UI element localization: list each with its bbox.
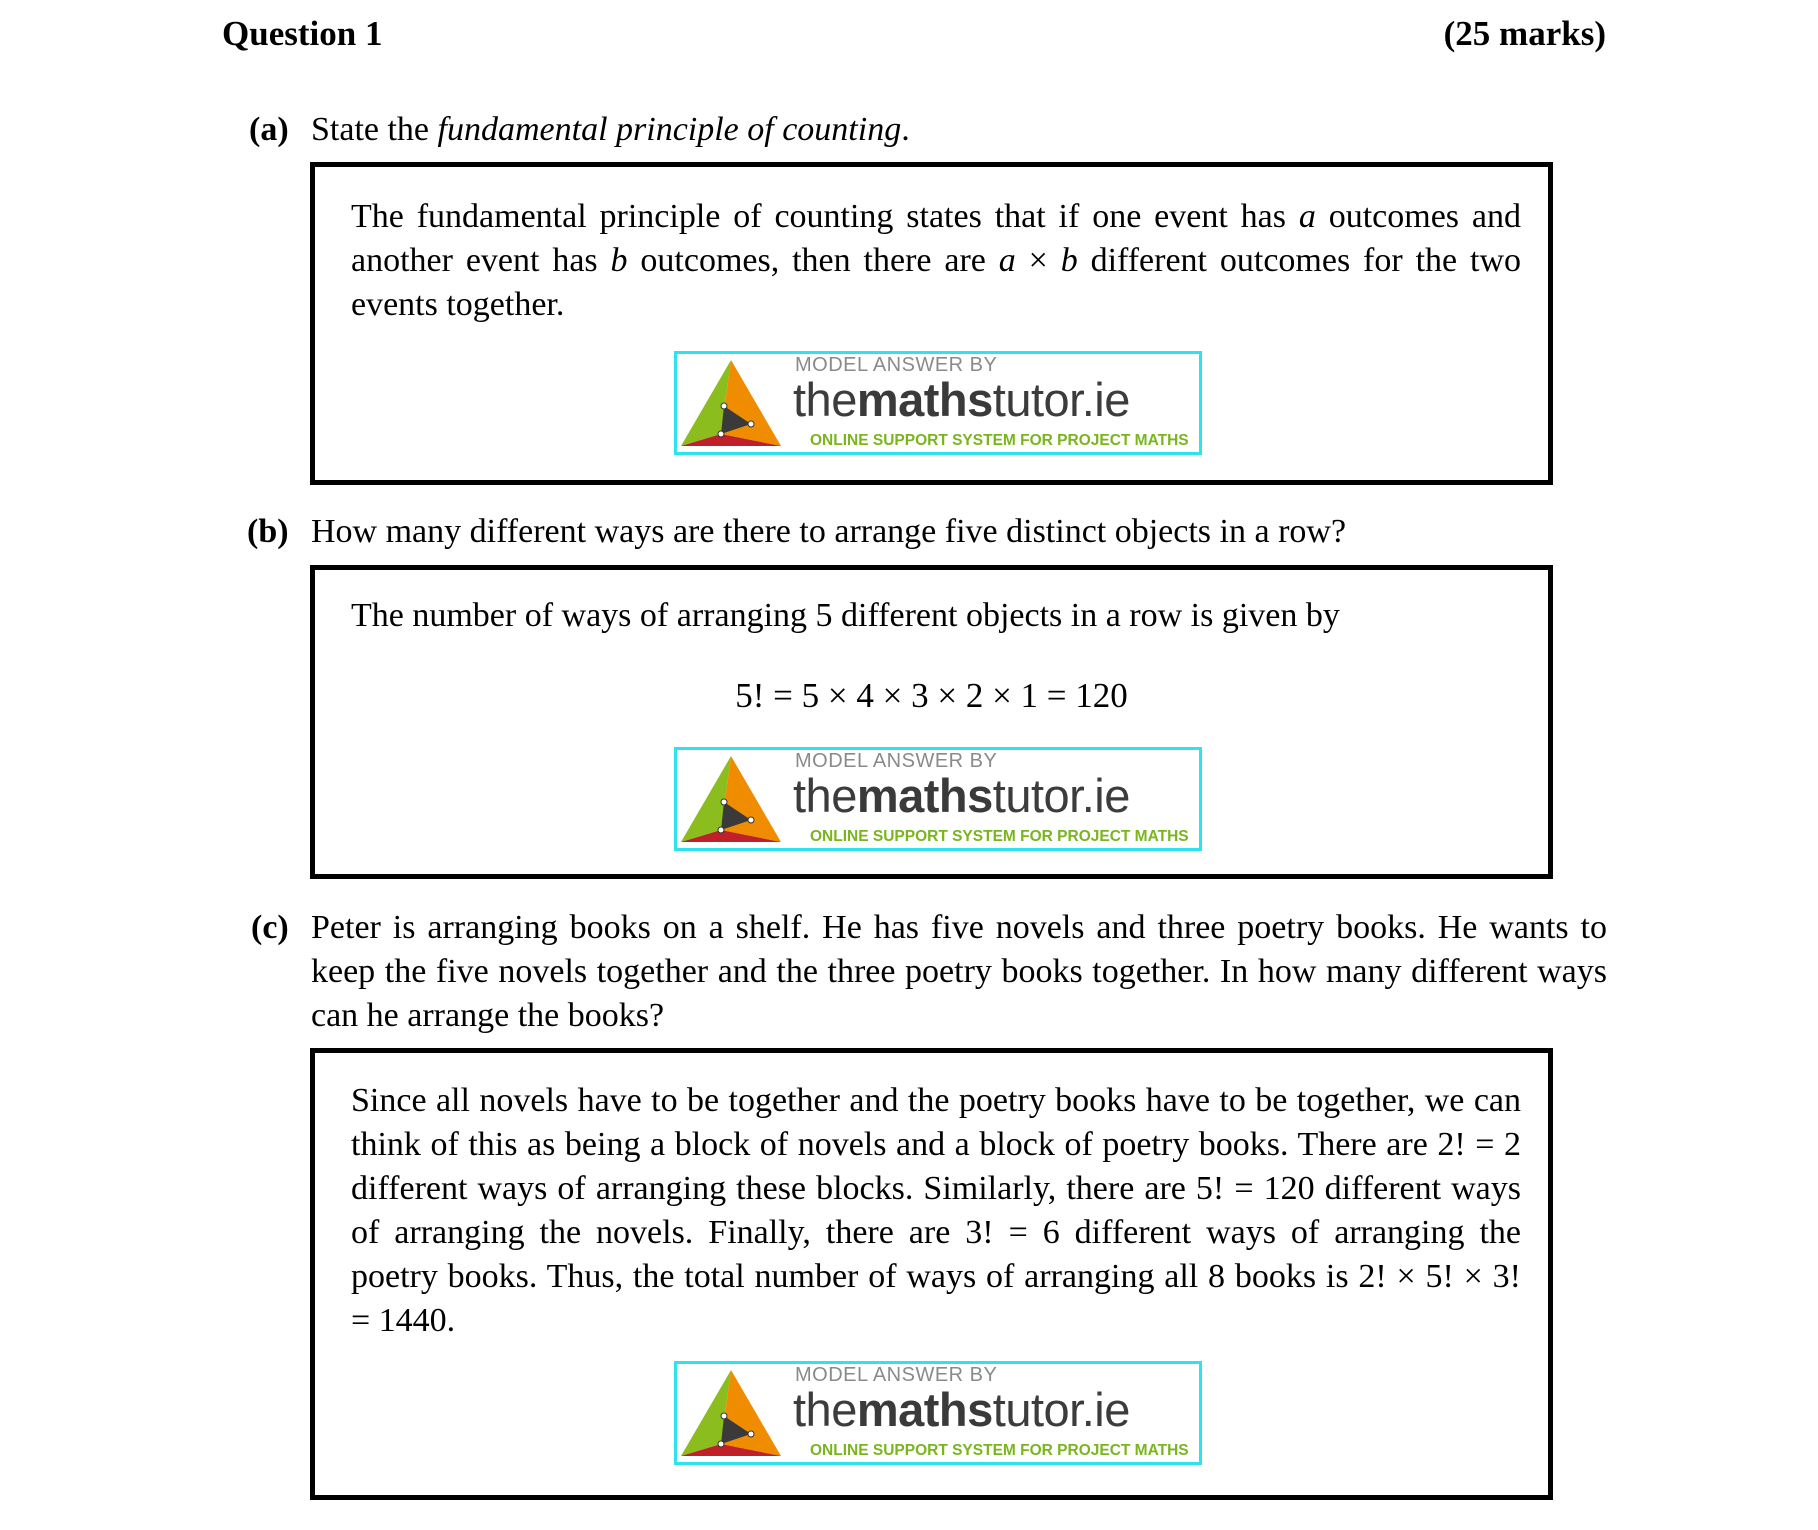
question-marks: (25 marks) [1443,14,1606,53]
question-title: Question 1 [222,14,383,53]
logo-triangle-icon [677,750,787,848]
logo-model-line: MODEL ANSWER BY [795,1364,998,1386]
logo-brand: themathstutor.ie [793,769,1130,822]
logo-triangle-icon [677,354,787,452]
model-answer-logo [674,747,1202,851]
logo-tagline: ONLINE SUPPORT SYSTEM FOR PROJECT MATHS [810,432,1189,449]
answer-box-b [310,565,1553,879]
model-answer-logo [674,1361,1202,1465]
answer-c-text: Since all novels have to be together and the poetry books have to be together, we can think of this as being a block of novels and a block of poetry books. There are 2! = 2 different ways of arranging these blocks. Similarly, there are 5! = 120 different ways of arranging the novels. Finally, there are 3! = 6 different ways of arranging the poetry books. Thus, the total number of ways of arranging all 8 books is 2! × 5! × 3! = 1440. [351,1082,1521,1339]
answer-a-text: The fundamental principle of counting states that if one event has a outcomes and another event has b outcomes, then there are a × b different outcomes for the two events together. [351,198,1521,323]
part-b-label: (b) [247,513,289,550]
logo-brand: themathstutor.ie [793,1383,1130,1436]
logo-tagline: ONLINE SUPPORT SYSTEM FOR PROJECT MATHS [810,828,1189,845]
part-b-prompt: How many different ways are there to arrange five distinct objects in a row? [311,513,1347,550]
logo-model-line: MODEL ANSWER BY [795,750,998,772]
model-answer-logo [674,351,1202,455]
logo-tagline: ONLINE SUPPORT SYSTEM FOR PROJECT MATHS [810,1442,1189,1459]
answer-box-c [310,1048,1553,1500]
logo-triangle-icon [677,1364,787,1462]
part-a-label: (a) [249,111,289,148]
logo-brand: themathstutor.ie [793,373,1130,426]
answer-box-a [310,162,1553,485]
logo-model-line: MODEL ANSWER BY [795,354,998,376]
answer-b-text: The number of ways of arranging 5 different objects in a row is given by [351,597,1340,634]
part-a-prompt: State the fundamental principle of counting. [311,111,910,148]
part-c-label: (c) [251,909,289,946]
answer-b-equation: 5! = 5 × 4 × 3 × 2 × 1 = 120 [735,676,1128,715]
part-c-prompt: Peter is arranging books on a shelf. He has five novels and three poetry books. He wants to keep the five novels together and the three poetry books together. In how many different ways can he arrange the books? [311,909,1607,1034]
